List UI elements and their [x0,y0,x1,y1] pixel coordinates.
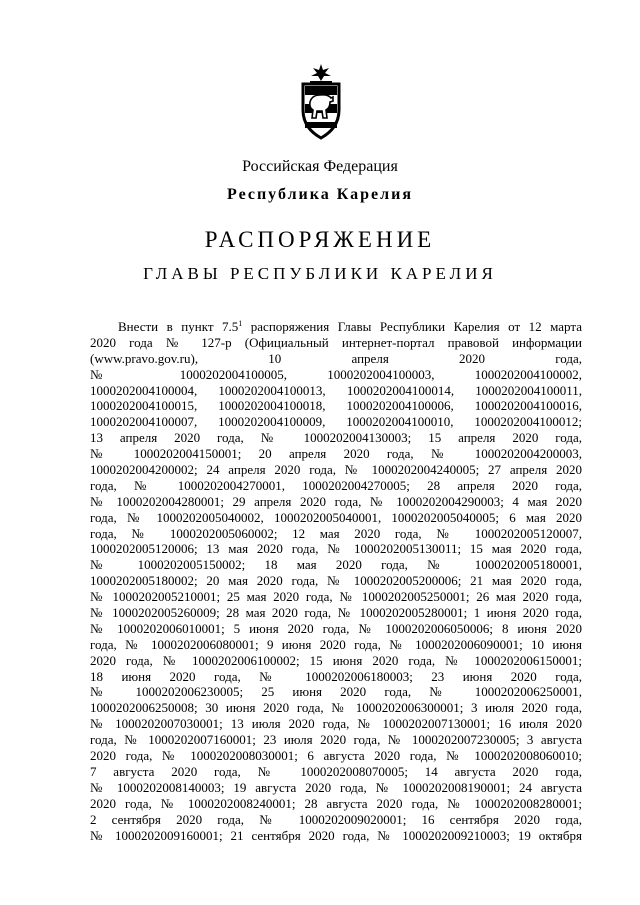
body-line: № 1000202005210001; 25 мая 2020 года, № 1000202005250001; 26 мая 2020 года, [90,589,582,605]
body-line: года, № 1000202005040002, 1000202005040001, 1000202005040005; 6 мая 2020 [90,509,582,525]
body-line: № 1000202004150001; 20 апреля 2020 года, № 1000202004200003, [90,446,582,462]
body-line: (www.pravo.gov.ru), 10 апреля 2020 года, [90,350,582,366]
body-line: 2020 года, № 1000202006100002; 15 июня 2020 года, № 1000202006150001; [90,652,582,668]
body-line: 7 августа 2020 года, № 1000202008070005; 14 августа 2020 года, [90,763,582,779]
body-line: № 1000202004100005, 1000202004100003, 1000202004100002, [90,366,582,382]
body-line: 1000202004100007, 1000202004100009, 1000202004100010, 1000202004100012; [90,414,582,430]
body-lead-rest: распоряжения Главы Республики Карелия от 12 марта [242,319,582,334]
body-lead: Внести в пункт 7.5 [118,319,239,334]
body-line: № 1000202005150002; 18 мая 2020 года, № 1000202005180001, [90,557,582,573]
footnote-sup: 1 [238,319,243,328]
body-line: 1000202005120006; 13 мая 2020 года, № 1000202005130011; 15 мая 2020 года, [90,541,582,557]
body-line: 13 апреля 2020 года, № 1000202004130003; 15 апреля 2020 года, [90,430,582,446]
body-line: 2020 года, № 1000202008240001; 28 августа 2020 года, № 1000202008280001; [90,795,582,811]
body-line: № 1000202005260009; 28 мая 2020 года, № 1000202005280001; 1 июня 2020 года, [90,605,582,621]
body-line: № 1000202006230005; 25 июня 2020 года, № 1000202006250001, [90,684,582,700]
body-line: 1000202004200002; 24 апреля 2020 года, № 1000202004240005; 27 апреля 2020 [90,462,582,478]
body-line: 2020 года № 127-р (Официальный интернет-портал правовой информации [90,334,582,350]
document-subtitle: ГЛАВЫ РЕСПУБЛИКИ КАРЕЛИЯ [143,264,497,283]
body-line: № 1000202004280001; 29 апреля 2020 года, № 1000202004290003; 4 мая 2020 [90,493,582,509]
body-line: 2 сентября 2020 года, № 1000202009020001; 16 сентября 2020 года, [90,811,582,827]
body-line [90,319,582,335]
document-body [90,319,582,843]
karelia-coat-of-arms-icon [296,62,346,142]
body-line: года, № 1000202006080001; 9 июня 2020 года, № 1000202006090001; 10 июня [90,636,582,652]
body-line: 18 июня 2020 года, № 1000202006180003; 23 июня 2020 года, [90,668,582,684]
body-line: № 1000202007030001; 13 июля 2020 года, № 1000202007130001; 16 июля 2020 [90,716,582,732]
body-line: 1000202004100004, 1000202004100013, 1000202004100014, 1000202004100011, [90,382,582,398]
body-line: года, № 1000202005060002; 12 мая 2020 года, № 1000202005120007, [90,525,582,541]
body-line: 1000202005180002; 20 мая 2020 года, № 1000202005200006; 21 мая 2020 года, [90,573,582,589]
body-line: № 1000202006010001; 5 июня 2020 года, № 1000202006050006; 8 июня 2020 [90,620,582,636]
document-title: РАСПОРЯЖЕНИЕ [204,227,436,252]
body-line: года, № 1000202004270001, 1000202004270005; 28 апреля 2020 года, [90,477,582,493]
body-line: 1000202004100015, 1000202004100018, 1000202004100006, 1000202004100016, [90,398,582,414]
body-line: 2020 года, № 1000202008030001; 6 августа 2020 года, № 1000202008060010; [90,748,582,764]
body-line: года, № 1000202007160001; 23 июля 2020 года, № 1000202007230005; 3 августа [90,732,582,748]
body-line: 1000202006250008; 30 июня 2020 года, № 1000202006300001; 3 июля 2020 года, [90,700,582,716]
country-name: Российская Федерация [242,158,398,175]
body-line: № 1000202008140003; 19 августа 2020 года, № 1000202008190001; 24 августа [90,779,582,795]
body-line: № 1000202009160001; 21 сентября 2020 года, № 1000202009210003; 19 октября [90,827,582,843]
republic-name: Республика Карелия [227,186,413,203]
